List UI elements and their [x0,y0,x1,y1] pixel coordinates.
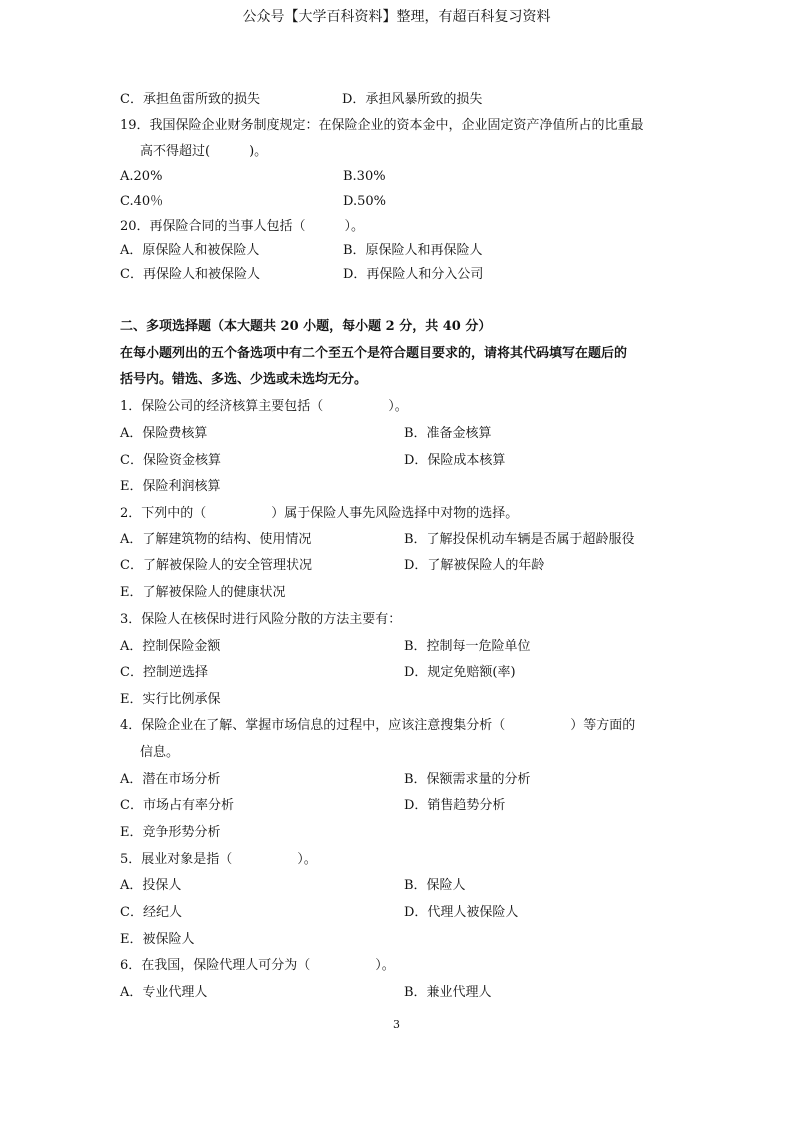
m5-stem: 5．展业对象是指（ ）。 [120,852,317,867]
m1-option-d: D．保险成本核算 [404,453,506,468]
m1-option-b: B．准备金核算 [404,426,492,441]
m1-option-e: E．保险利润核算 [120,479,221,494]
q20-option-d: D．再保险人和分入公司 [343,267,484,282]
m4-option-d: D．销售趋势分析 [404,798,506,813]
q20-option-c: C．再保险人和被保险人 [120,267,260,282]
m5-option-a: A．投保人 [120,878,182,893]
m4-stem-line2: 信息。 [140,745,180,760]
m2-option-e: E．了解被保险人的健康状况 [120,585,286,600]
m2-option-a: A．了解建筑物的结构、使用情况 [120,532,312,547]
m2-stem: 2．下列中的（ ）属于保险人事先风险选择中对物的选择。 [120,506,519,521]
m6-option-b: B．兼业代理人 [404,985,492,1000]
q20-option-a: A．原保险人和被保险人 [120,243,260,258]
m4-option-e: E．竞争形势分析 [120,825,221,840]
q19-option-a: A.20% [120,169,163,184]
m5-option-c: C．经纪人 [120,905,182,920]
q19-stem-line2: 高不得超过( )。 [140,144,268,159]
m1-option-c: C．保险资金核算 [120,453,221,468]
m6-option-a: A．专业代理人 [120,985,208,1000]
section2-instructions-line2: 括号内。错选、多选、少选或未选均无分。 [120,372,368,387]
m5-option-e: E．被保险人 [120,932,195,947]
m5-option-b: B．保险人 [404,878,466,893]
page-number: 3 [393,1018,400,1031]
m2-option-b: B．了解投保机动车辆是否属于超龄服役 [404,532,635,547]
m3-option-e: E．实行比例承保 [120,692,221,707]
m3-stem: 3．保险人在核保时进行风险分散的方法主要有： [120,612,402,627]
m4-stem-line1: 4．保险企业在了解、掌握市场信息的过程中，应该注意搜集分析（ ）等方面的 [120,718,636,733]
m4-option-b: B．保额需求量的分析 [404,772,531,787]
m6-stem: 6．在我国，保险代理人可分为（ ）。 [120,958,395,973]
m2-option-d: D．了解被保险人的年龄 [404,558,545,573]
m3-option-b: B．控制每一危险单位 [404,639,531,654]
q19-option-d: D.50% [343,194,386,209]
q18-option-c: C．承担鱼雷所致的损失 [120,92,260,107]
m5-option-d: D．代理人被保险人 [404,905,519,920]
q18-option-d: D．承担风暴所致的损失 [342,92,483,107]
q19-option-b: B.30% [343,169,386,184]
section2-title: 二、多项选择题（本大题共 20 小题，每小题 2 分，共 40 分） [120,319,492,334]
q20-option-b: B．原保险人和再保险人 [343,243,483,258]
q20-stem: 20．再保险合同的当事人包括（ ）。 [120,219,365,234]
m1-stem: 1．保险公司的经济核算主要包括（ ）。 [120,399,408,414]
m3-option-a: A．控制保险金额 [120,639,221,654]
m3-option-c: C．控制逆选择 [120,665,208,680]
m2-option-c: C．了解被保险人的安全管理状况 [120,558,312,573]
m3-option-d: D．规定免赔额(率) [404,665,516,680]
m4-option-c: C．市场占有率分析 [120,798,234,813]
q19-stem-line1: 19．我国保险企业财务制度规定：在保险企业的资本金中，企业固定资产净值所占的比重最 [120,118,644,133]
q19-option-c: C.40％ [120,194,164,209]
page-header: 公众号【大学百科资料】整理，有超百科复习资料 [242,9,551,25]
m4-option-a: A．潜在市场分析 [120,772,221,787]
m1-option-a: A．保险费核算 [120,426,208,441]
section2-instructions-line1: 在每小题列出的五个备选项中有二个至五个是符合题目要求的，请将其代码填写在题后的 [120,346,628,361]
